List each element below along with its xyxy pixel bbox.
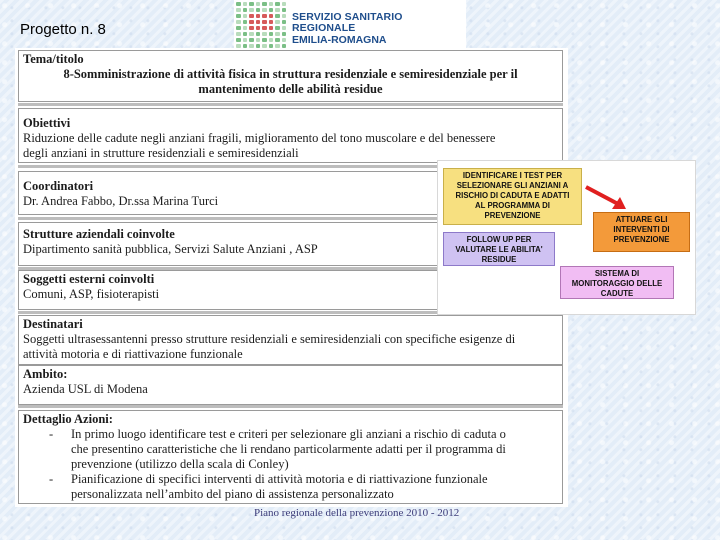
- tema-line-1: 8-Somministrazione di attività fisica in struttura residenziale e semiresidenziale per il: [63, 67, 518, 81]
- azione-1-line-1: - In primo luogo identificare test e criteri per selezionare gli anziani a rischio di caduta o: [71, 427, 506, 441]
- box1-line-3: RISCHIO DI CADUTA E ADATTI: [455, 191, 570, 200]
- obiettivi-line-1: Riduzione delle cadute negli anziani fragili, miglioramento del tono muscolare e del benessere: [23, 131, 496, 145]
- slide-title: Progetto n. 8: [20, 21, 106, 38]
- box4-line-3: CADUTE: [600, 289, 634, 298]
- ambito-text: Azienda USL di Modena: [23, 382, 148, 396]
- box2-line-1: ATTUARE GLI: [615, 215, 668, 224]
- section-destinatari: [18, 315, 563, 365]
- footer-text: Piano regionale della prevenzione 2010 - 2012: [254, 507, 460, 519]
- box3-line-3: RESIDUE: [481, 255, 517, 264]
- coordinatori-text: Dr. Andrea Fabbo, Dr.ssa Marina Turci: [23, 194, 219, 208]
- strutture-heading: Strutture aziendali coinvolte: [23, 227, 175, 241]
- azione-2-line-1: - Pianificazione di specifici interventi di attività motoria e di riattivazione funzionale: [71, 472, 488, 486]
- box-attuare-interventi: [593, 212, 690, 252]
- coordinatori-heading: Coordinatori: [23, 179, 94, 193]
- obiettivi-heading: Obiettivi: [23, 116, 71, 130]
- destinatari-line-2: attività motoria e di riattivazione funzionale: [23, 347, 243, 361]
- logo-line-2: EMILIA-ROMAGNA: [292, 34, 387, 46]
- list-item: [49, 472, 558, 502]
- box2-line-3: PREVENZIONE: [613, 235, 670, 244]
- box1-line-2: SELEZIONARE GLI ANZIANI A: [456, 181, 569, 190]
- section-azioni: [18, 410, 563, 504]
- azioni-list: [23, 427, 558, 502]
- obiettivi-line-2: degli anziani in strutture residenziali e semiresidenziali: [23, 146, 299, 160]
- box-sistema-monitoraggio: [560, 266, 674, 299]
- soggetti-heading: Soggetti esterni coinvolti: [23, 272, 155, 286]
- prevention-flow-diagram: [437, 160, 696, 315]
- destinatari-line-1: Soggetti ultrasessantenni presso strutture residenziali e semiresidenziali con specifiche esigenze di: [23, 332, 516, 346]
- box4-line-1: SISTEMA DI: [594, 269, 640, 278]
- box2-line-2: INTERVENTI DI: [613, 225, 670, 234]
- ambito-heading: Ambito:: [23, 367, 68, 381]
- section-obiettivi: [18, 108, 563, 163]
- divider: [18, 103, 563, 106]
- azioni-heading: Dettaglio Azioni:: [23, 412, 113, 426]
- box1-line-4: AL PROGRAMMA DI: [475, 201, 550, 210]
- box3-line-2: VALUTARE LE ABILITA': [455, 245, 543, 254]
- section-ambito: [18, 365, 563, 405]
- box1-line-5: PREVENZIONE: [484, 211, 541, 220]
- section-tema: [18, 50, 563, 102]
- box1-line-1: IDENTIFICARE I TEST PER: [462, 171, 563, 180]
- destinatari-heading: Destinatari: [23, 317, 83, 331]
- soggetti-text: Comuni, ASP, fisioterapisti: [23, 287, 160, 301]
- regional-health-logo: [234, 0, 466, 50]
- list-item: [49, 427, 558, 472]
- divider: [18, 405, 563, 408]
- box-identificare-test: [443, 168, 582, 225]
- tema-heading: Tema/titolo: [23, 52, 84, 66]
- azione-2-line-2: personalizzata nell’ambito del piano di assistenza personalizzato: [71, 487, 394, 501]
- box4-line-2: MONITORAGGIO DELLE: [571, 279, 663, 288]
- logo-mark-icon: [236, 2, 286, 48]
- tema-line-2: mantenimento delle abilità residue: [198, 82, 383, 96]
- azione-1-line-3: prevenzione (utilizzo della scala di Conley): [71, 457, 289, 471]
- logo-line-1: SERVIZIO SANITARIO REGIONALE: [292, 11, 403, 34]
- strutture-text: Dipartimento sanità pubblica, Servizi Salute Anziani , ASP: [23, 242, 318, 256]
- azione-1-line-2: che presentino caratteristiche che li rendano particolarmente adatti per il programma di: [71, 442, 506, 456]
- box3-line-1: FOLLOW UP PER: [466, 235, 532, 244]
- flow-arrow-icon: [582, 181, 632, 215]
- box-follow-up: [443, 232, 555, 266]
